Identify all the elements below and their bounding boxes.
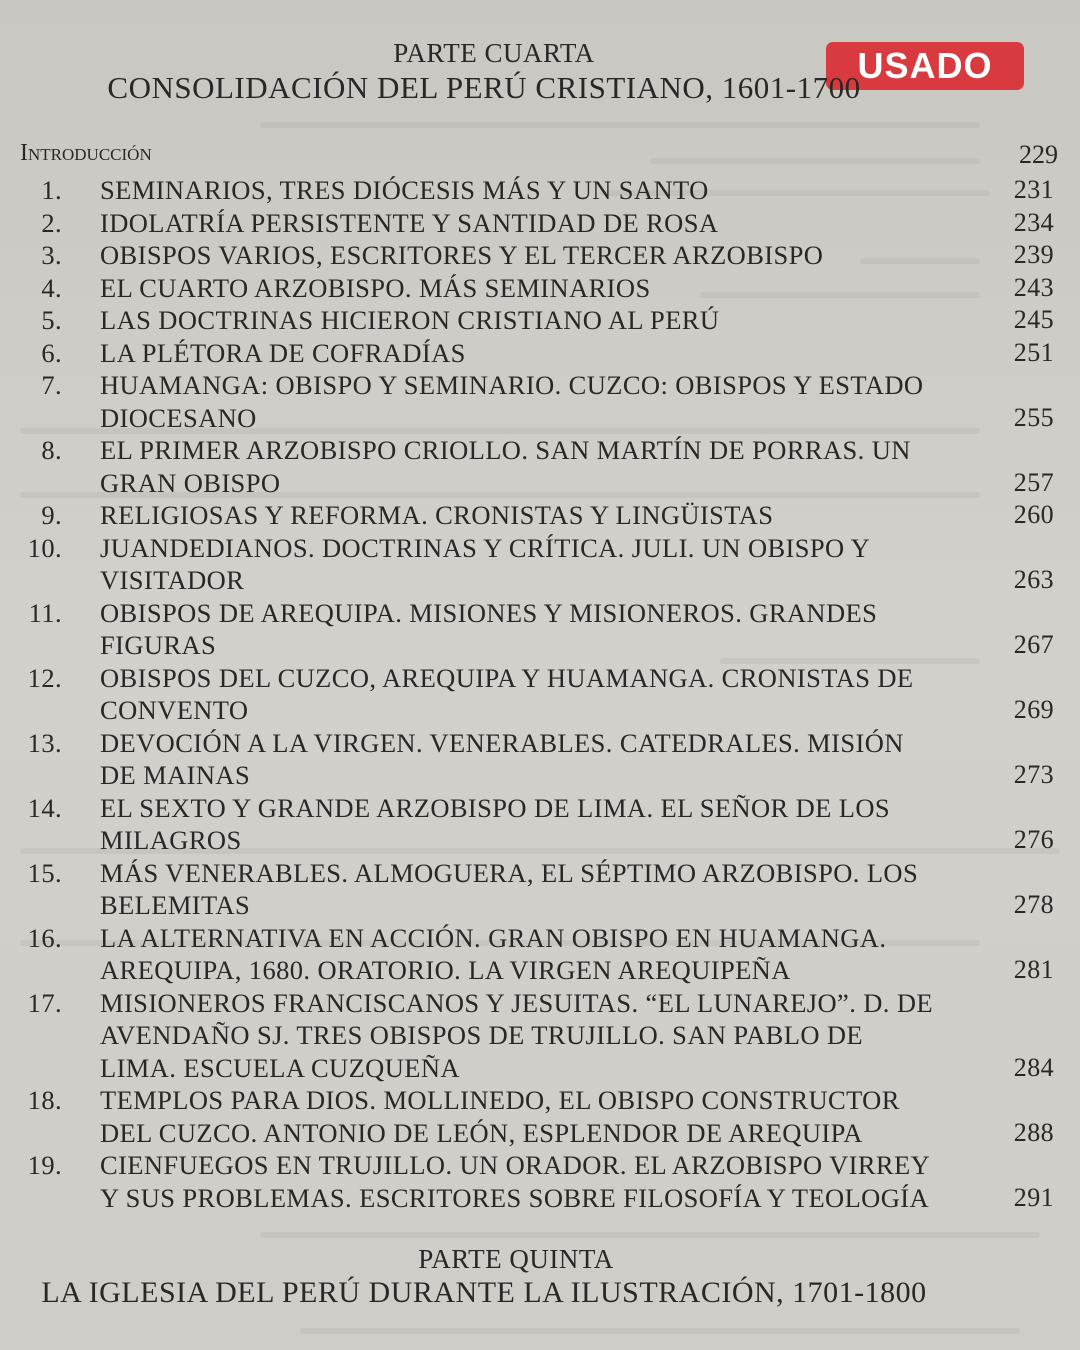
toc-entry-number: 9. xyxy=(41,500,62,530)
toc-entry-page: 263 xyxy=(1013,565,1054,594)
toc-entry-title-line: LAS DOCTRINAS HICIERON CRISTIANO AL PERÚ xyxy=(100,305,720,335)
toc-entry-title-line: FIGURAS xyxy=(100,630,217,660)
toc-entry-number: 11. xyxy=(28,597,62,628)
toc-entry-number: 12. xyxy=(27,662,62,693)
toc-entry xyxy=(0,727,1080,792)
toc-entry-title-line: EL SEXTO Y GRANDE ARZOBISPO DE LIMA. EL SEÑOR DE LOS xyxy=(100,792,891,823)
toc-entry-page: 257 xyxy=(1013,467,1054,497)
toc-entry xyxy=(0,792,1080,857)
toc-entry xyxy=(0,369,1080,434)
toc-entry-title-line: DE MAINAS xyxy=(100,760,251,790)
toc-entry xyxy=(0,532,1080,597)
toc-entry xyxy=(0,434,1080,499)
toc-entry-page: 273 xyxy=(1013,760,1054,789)
toc-entry-title-line: BELEMITAS xyxy=(100,890,251,920)
toc-entry xyxy=(0,272,1080,305)
toc-entry-number: 19. xyxy=(27,1150,62,1180)
toc-entry-title-line: IDOLATRÍA PERSISTENTE Y SANTIDAD DE ROSA xyxy=(100,207,719,238)
toc-entry-title-line: MISIONEROS FRANCISCANOS Y JESUITAS. “EL LUNAREJO”. D. DE xyxy=(100,987,933,1018)
toc-entry-number: 6. xyxy=(41,337,62,368)
toc-entry-title-line: LIMA. ESCUELA CUZQUEÑA xyxy=(100,1052,460,1083)
toc-entry-number: 13. xyxy=(27,727,62,758)
introduction-label: Introducción xyxy=(20,140,152,166)
toc-entry-number: 8. xyxy=(41,435,62,465)
introduction-row xyxy=(20,140,1060,172)
toc-entry xyxy=(0,922,1080,987)
toc-entry-page: 234 xyxy=(1013,207,1054,237)
toc-entry-title-line: HUAMANGA: OBISPO Y SEMINARIO. CUZCO: OBISPOS Y ESTADO xyxy=(100,370,924,400)
toc-entry-title-line: OBISPOS VARIOS, ESCRITORES Y EL TERCER ARZOBISPO xyxy=(100,240,824,270)
toc-entry-title-line: CIENFUEGOS EN TRUJILLO. UN ORADOR. EL ARZOBISPO VIRREY xyxy=(100,1150,931,1180)
toc-entry-page: 231 xyxy=(1013,175,1054,204)
toc-entry-title-line: OBISPOS DEL CUZCO, AREQUIPA Y HUAMANGA. CRONISTAS DE xyxy=(100,662,914,693)
toc-entry-number: 2. xyxy=(41,207,62,238)
part-four-title: CONSOLIDACIÓN DEL PERÚ CRISTIANO, 1601-1700 xyxy=(107,70,861,105)
toc-entry-page: 284 xyxy=(1013,1052,1054,1082)
toc-entry-number: 16. xyxy=(27,922,62,953)
toc-entry xyxy=(0,337,1080,370)
part-five-title: LA IGLESIA DEL PERÚ DURANTE LA ILUSTRACIÓN, 1701-1800 xyxy=(41,1276,927,1309)
toc-entry-title-line: LA ALTERNATIVA EN ACCIÓN. GRAN OBISPO EN HUAMANGA. xyxy=(100,922,887,953)
toc-entry-number: 1. xyxy=(41,175,62,205)
toc-entry-number: 14. xyxy=(27,792,62,823)
toc-entry-title-line: DIOCESANO xyxy=(100,402,257,433)
introduction-page: 229 xyxy=(1019,140,1058,169)
toc-entry-title-line: LA PLÉTORA DE COFRADÍAS xyxy=(100,337,466,368)
toc-entry-title-line: Y SUS PROBLEMAS. ESCRITORES SOBRE FILOSOFÍA Y TEOLOGÍA xyxy=(100,1182,929,1213)
toc-entry-page: 281 xyxy=(1013,955,1054,984)
toc-entry xyxy=(0,597,1080,662)
toc-entry xyxy=(0,239,1080,272)
toc-entry-page: 291 xyxy=(1013,1182,1054,1212)
toc-entry-title-line: JUANDEDIANOS. DOCTRINAS Y CRÍTICA. JULI. UN OBISPO Y xyxy=(100,532,871,563)
toc-entry xyxy=(0,987,1080,1085)
toc-entry-title-line: TEMPLOS PARA DIOS. MOLLINEDO, EL OBISPO CONSTRUCTOR xyxy=(100,1085,900,1115)
toc-entry-title-line: MÁS VENERABLES. ALMOGUERA, EL SÉPTIMO ARZOBISPO. LOS xyxy=(100,857,919,888)
toc-entry-page: 239 xyxy=(1013,240,1054,269)
toc-entry xyxy=(0,499,1080,532)
toc-entry-number: 4. xyxy=(41,272,62,303)
toc-entry xyxy=(0,174,1080,207)
toc-entry-title-line: RELIGIOSAS Y REFORMA. CRONISTAS Y LINGÜISTAS xyxy=(100,500,774,530)
toc-entry xyxy=(0,304,1080,337)
toc-entry-page: 276 xyxy=(1013,825,1054,854)
toc-entry-page: 260 xyxy=(1013,500,1054,529)
toc-entry xyxy=(0,857,1080,922)
toc-entry-title-line: DEL CUZCO. ANTONIO DE LEÓN, ESPLENDOR DE AREQUIPA xyxy=(100,1117,863,1148)
toc-entry-number: 15. xyxy=(27,857,62,888)
toc-entry-page: 251 xyxy=(1013,337,1054,367)
toc-entry xyxy=(0,207,1080,240)
toc-entry-number: 5. xyxy=(41,305,62,335)
toc-entry-title-line: CONVENTO xyxy=(100,695,249,725)
toc-entry-page: 269 xyxy=(1013,695,1054,724)
toc-entry xyxy=(0,662,1080,727)
part-four-label: PARTE CUARTA xyxy=(393,38,595,68)
toc-entry-title-line: MILAGROS xyxy=(100,825,242,855)
toc-entry-title-line: DEVOCIÓN A LA VIRGEN. VENERABLES. CATEDRALES. MISIÓN xyxy=(100,727,904,758)
toc-entry-page: 245 xyxy=(1013,305,1054,334)
toc-entry-number: 10. xyxy=(27,532,62,563)
toc-entry-title-line: OBISPOS DE AREQUIPA. MISIONES Y MISIONEROS. GRANDES xyxy=(100,597,878,628)
toc-entry-page: 267 xyxy=(1013,630,1054,659)
toc-entry-number: 17. xyxy=(27,987,62,1018)
toc-entry-title-line: SEMINARIOS, TRES DIÓCESIS MÁS Y UN SANTO xyxy=(100,175,709,205)
toc-entry xyxy=(0,1149,1080,1214)
part-five-label: PARTE QUINTA xyxy=(418,1244,614,1274)
toc-entry-page: 255 xyxy=(1013,402,1054,432)
toc-entry-page: 288 xyxy=(1013,1117,1054,1147)
toc-entry-title-line: EL CUARTO ARZOBISPO. MÁS SEMINARIOS xyxy=(100,272,651,303)
toc-entry-title-line: GRAN OBISPO xyxy=(100,467,281,498)
toc-entry-number: 3. xyxy=(41,240,62,270)
toc-entry-title-line: AVENDAÑO SJ. TRES OBISPOS DE TRUJILLO. SAN PABLO DE xyxy=(100,1020,864,1050)
toc-entry-title-line: AREQUIPA, 1680. ORATORIO. LA VIRGEN AREQUIPEÑA xyxy=(100,955,791,985)
toc-entry-page: 243 xyxy=(1013,272,1054,302)
toc-entry-number: 18. xyxy=(27,1085,62,1115)
toc-entry-page: 278 xyxy=(1013,890,1054,919)
toc-entry xyxy=(0,1084,1080,1149)
toc-entry-title-line: VISITADOR xyxy=(100,565,245,595)
used-badge: USADO xyxy=(826,42,1024,90)
toc-entry-number: 7. xyxy=(41,370,62,400)
toc-entry-title-line: EL PRIMER ARZOBISPO CRIOLLO. SAN MARTÍN DE PORRAS. UN xyxy=(100,435,911,465)
